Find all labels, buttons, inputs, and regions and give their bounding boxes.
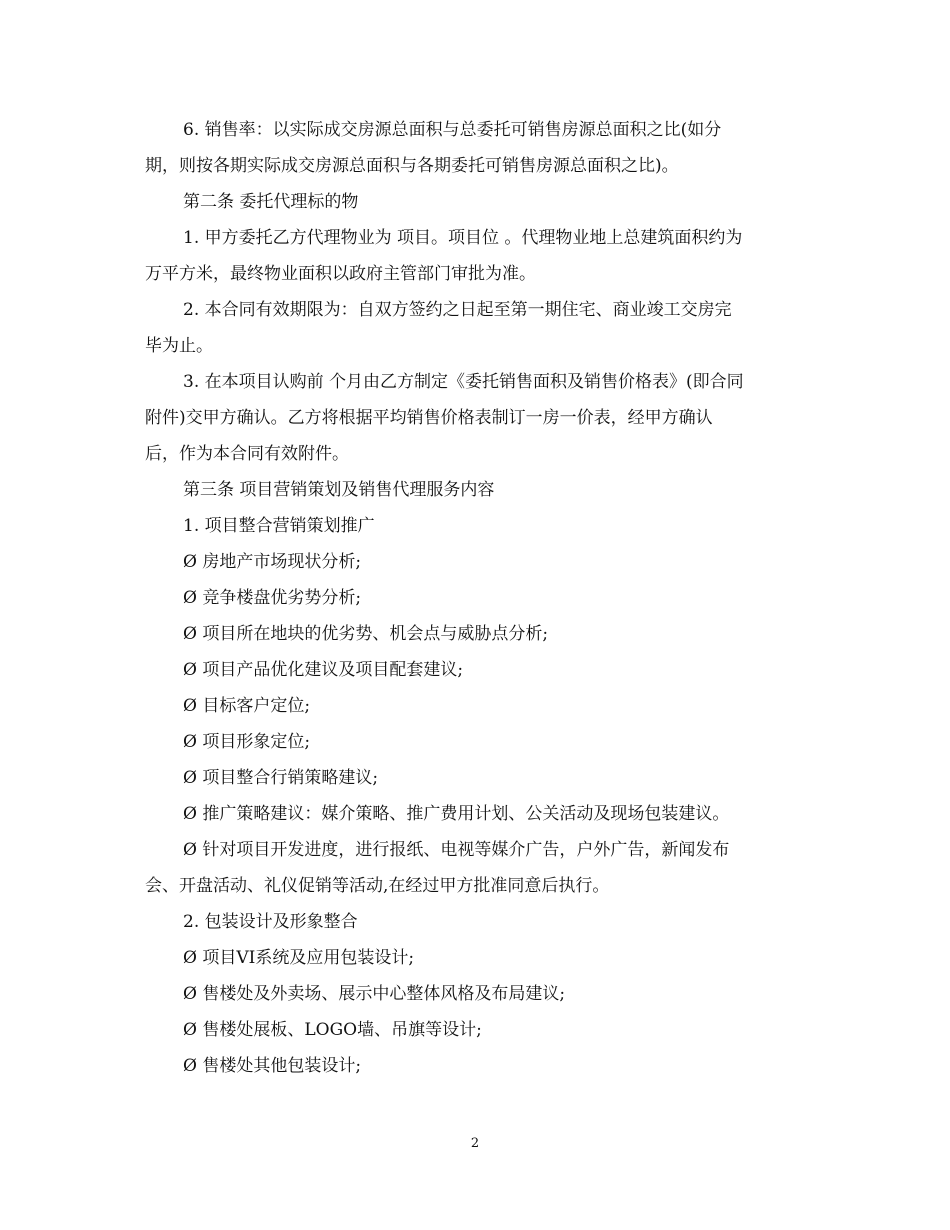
text-line: Ø 项目形象定位;	[183, 732, 311, 752]
text-line: 万平方米，最终物业面积以政府主管部门审批为准。	[145, 264, 536, 284]
text-line: 2. 本合同有效期限为：自双方签约之日起至第一期住宅、商业竣工交房完	[183, 300, 732, 320]
text-line: Ø 售楼处其他包装设计;	[183, 1056, 362, 1076]
text-line: Ø 售楼处及外卖场、展示中心整体风格及布局建议;	[183, 984, 566, 1004]
text-line: 会、开盘活动、礼仪促销等活动,在经过甲方批准同意后执行。	[145, 876, 610, 896]
page-number: 2	[470, 1136, 480, 1151]
text-line: Ø 针对项目开发进度，进行报纸、电视等媒介广告，户外广告，新闻发布	[183, 840, 730, 860]
text-line: 1. 甲方委托乙方代理物业为 项目。项目位 。代理物业地上总建筑面积约为	[183, 228, 743, 248]
document-body	[145, 112, 810, 1084]
text-line: 第二条 委托代理标的物	[183, 192, 359, 212]
text-line: 附件)交甲方确认。乙方将根据平均销售价格表制订一房一价表，经甲方确认	[145, 408, 713, 428]
text-line: Ø 房地产市场现状分析;	[183, 552, 362, 572]
text-line: Ø 推广策略建议：媒介策略、推广费用计划、公关活动及现场包装建议。	[183, 804, 730, 824]
text-line: 第三条 项目营销策划及销售代理服务内容	[183, 480, 495, 500]
text-line: Ø 售楼处展板、LOGO墙、吊旗等设计;	[183, 1020, 482, 1040]
text-line: Ø 项目产品优化建议及项目配套建议;	[183, 660, 464, 680]
text-line: Ø 项目所在地块的优劣势、机会点与威胁点分析;	[183, 624, 549, 644]
text-line: 期，则按各期实际成交房源总面积与各期委托可销售房源总面积之比)。	[145, 156, 679, 176]
text-line: 6. 销售率：以实际成交房源总面积与总委托可销售房源总面积之比(如分	[183, 120, 722, 140]
text-line: 后，作为本合同有效附件。	[145, 444, 349, 464]
text-line: 1. 项目整合营销策划推广	[183, 516, 375, 536]
text-line: 毕为止。	[145, 336, 213, 356]
text-line: 2. 包装设计及形象整合	[183, 912, 358, 932]
text-line: 3. 在本项目认购前 个月由乙方制定《委托销售面积及销售价格表》(即合同	[183, 372, 744, 392]
text-line: Ø 目标客户定位;	[183, 696, 311, 716]
text-line: Ø 项目VI系统及应用包装设计;	[183, 948, 415, 968]
text-line: Ø 项目整合行销策略建议;	[183, 768, 379, 788]
text-line: Ø 竞争楼盘优劣势分析;	[183, 588, 362, 608]
